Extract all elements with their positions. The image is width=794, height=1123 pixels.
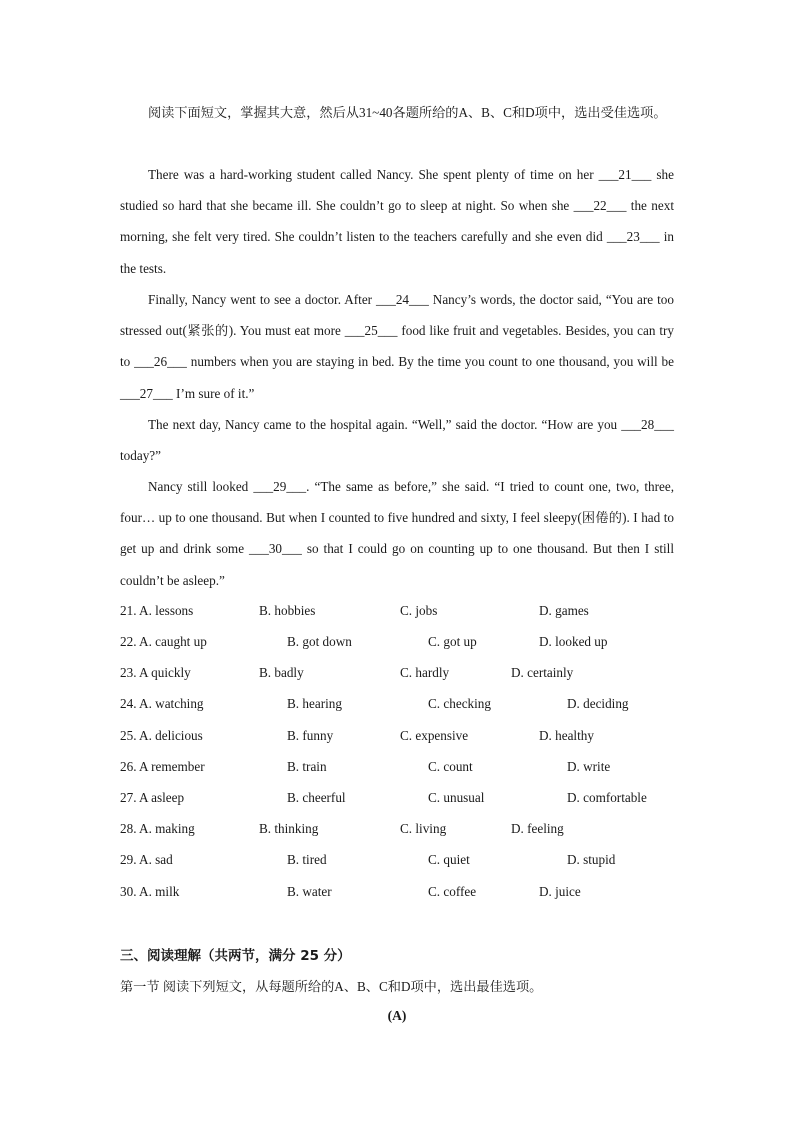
option-a: 27. A asleep [120,790,185,805]
section-instructions: 第一节 阅读下列短文，从每题所给的A、B、C和D项中，选出最佳选项。 [120,979,543,994]
passage-paragraph-3: The next day, Nancy came to the hospital again. “Well,” said the doctor. “How are you ___28___ today?” [120,417,674,464]
instructions-text: 阅读下面短文，掌握其大意，然后从31~40各题所给的A、B、C和D项中，选出受佳选项。 [148,105,667,120]
option-a: 26. A remember [120,759,205,774]
option-a: 25. A. delicious [120,728,203,743]
passage-paragraph-2: Finally, Nancy went to see a doctor. After ___24___ Nancy’s words, the doctor said, “You are too stressed out(紧张的). You must eat more ___25___ food like fruit and vegetables. Besides, you can try to ___26___ numbers when you are staying in bed. By the time you count to one thousand, you will be ___27___ I’m sure of it.” [120,292,674,401]
option-c: C. unusual [428,790,485,805]
option-d: D. deciding [567,696,629,711]
option-d: D. juice [539,884,581,899]
option-d: D. write [567,759,611,774]
option-a: 24. A. watching [120,696,204,711]
option-a: 30. A. milk [120,884,180,899]
option-b: B. tired [287,852,327,867]
option-a: 28. A. making [120,821,195,836]
option-c: C. expensive [400,728,469,743]
option-b: B. got down [287,634,352,649]
option-d: D. stupid [567,852,616,867]
section-heading: 三、阅读理解（共两节，满分 25 分） [120,948,351,964]
option-d: D. comfortable [567,790,647,805]
option-b: B. funny [287,728,334,743]
option-b: B. water [287,884,332,899]
option-b: B. badly [259,665,304,680]
option-b: B. train [287,759,327,774]
option-c: C. checking [428,696,491,711]
option-c: C. jobs [400,603,438,618]
option-d: D. healthy [539,728,594,743]
option-a: 23. A quickly [120,665,191,680]
part-label: (A) [387,1008,407,1023]
option-b: B. cheerful [287,790,346,805]
passage-paragraph-1: There was a hard-working student called Nancy. She spent plenty of time on her ___21___ she studied so hard that she became ill. She couldn’t go to sleep at night. So when she ___22___ the next morning, she felt very tired. She couldn’t listen to the teachers carefully and she even did ___23___ in the tests. [120,167,674,276]
option-d: D. certainly [511,665,574,680]
option-c: C. living [400,821,447,836]
option-a: 22. A. caught up [120,634,207,649]
option-a: 21. A. lessons [120,603,194,618]
option-b: B. hearing [287,696,342,711]
passage-paragraph-4: Nancy still looked ___29___. “The same as before,” she said. “I tried to count one, two, three, four… up to one thousand. But when I counted to five hundred and sixty, I feel sleepy(困倦的). I had to get up and drink some ___30___ so that I could go on counting up to one thousand. But then I still couldn’t be asleep.” [120,479,674,588]
option-c: C. coffee [428,884,477,899]
option-c: C. hardly [400,665,450,680]
option-b: B. thinking [259,821,319,836]
option-d: D. looked up [539,634,608,649]
option-c: C. count [428,759,473,774]
option-d: D. feeling [511,821,564,836]
option-c: C. got up [428,634,477,649]
option-b: B. hobbies [259,603,316,618]
option-c: C. quiet [428,852,470,867]
option-d: D. games [539,603,589,618]
option-a: 29. A. sad [120,852,173,867]
